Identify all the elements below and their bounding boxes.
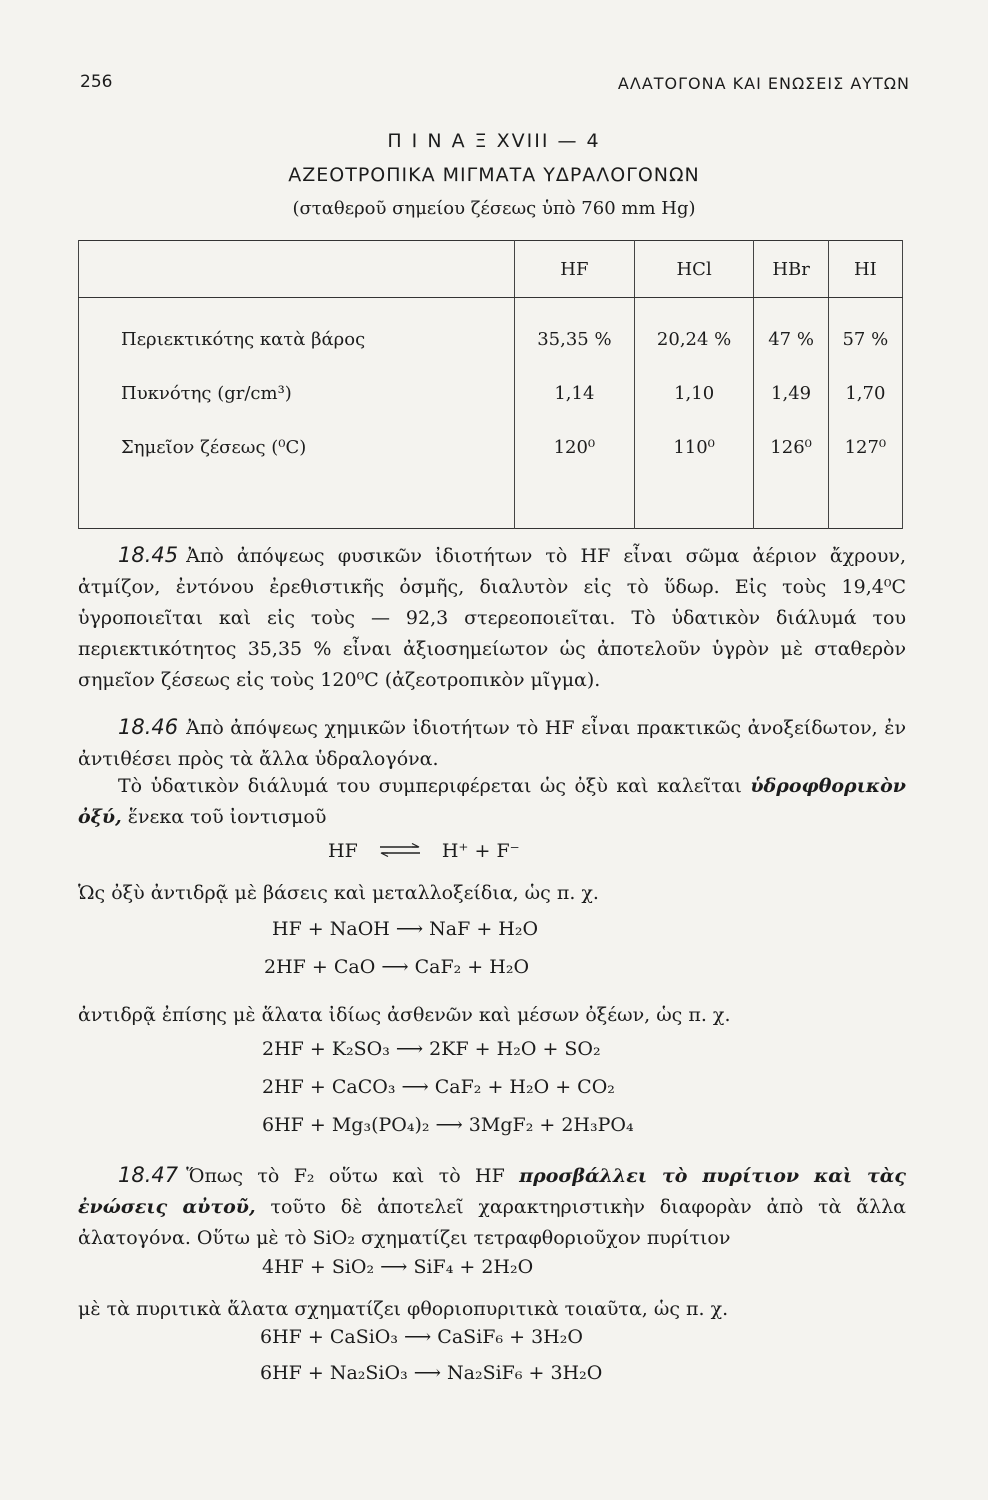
equation: 2HF + K₂SO₃ ⟶ 2KF + H₂O + SO₂ [262, 1038, 601, 1060]
table-cell: 20,24 % [634, 298, 754, 367]
col-header: HF [515, 241, 635, 298]
table-cell: 47 % [754, 298, 828, 367]
table-cell: 1,10 [634, 366, 754, 420]
term-attacks-silicon: προσβάλλει τὸ πυρίτιον καὶ τὰς ἐνώσεις αὐτοῦ, [78, 1165, 906, 1218]
eq-right: H⁺ + F⁻ [441, 840, 520, 862]
eq-left: HF [328, 840, 358, 862]
section-text: ἀντιδρᾷ ἐπίσης μὲ ἅλατα ἰδίως ἀσθενῶν καὶ μέσων ὀξέων, ὡς π. χ. [78, 1004, 731, 1026]
equation: 2HF + CaO ⟶ CaF₂ + H₂O [264, 956, 530, 978]
table-corner [79, 241, 515, 298]
section-18-46-para4 [78, 1000, 906, 1031]
section-number: 18.45 [118, 543, 179, 567]
col-header: HI [828, 241, 902, 298]
table-cell: 110⁰ [634, 420, 754, 474]
table-cell: 127⁰ [828, 420, 902, 474]
section-18-45 [78, 540, 906, 696]
section-text: Τὸ ὑδατικὸν διάλυμά του συμπεριφέρεται ὡς ὀξὺ καὶ καλεῖται [118, 775, 742, 797]
equation: 6HF + Na₂SiO₃ ⟶ Na₂SiF₆ + 3H₂O [260, 1362, 603, 1384]
section-18-46-para2 [78, 771, 906, 833]
table-row [79, 420, 903, 474]
running-title: ΑΛΑΤΟΓΟΝΑ ΚΑΙ ΕΝΩΣΕΙΣ ΑΥΤΩΝ [617, 74, 910, 93]
azeotrope-table [78, 240, 903, 529]
table-caption-title: Π Ι Ν Α Ξ XVIII — 4 [387, 130, 601, 152]
section-18-47 [78, 1160, 906, 1254]
row-label: Σημεῖον ζέσεως (⁰C) [79, 420, 515, 474]
section-text: Ὅπως τὸ F₂ οὕτω καὶ τὸ HF [186, 1165, 505, 1187]
table-cell: 1,49 [754, 366, 828, 420]
equation: 6HF + Mg₃(PO₄)₂ ⟶ 3MgF₂ + 2H₃PO₄ [262, 1114, 634, 1136]
equilibrium-arrow-icon [378, 843, 422, 857]
table-cell: 120⁰ [515, 420, 635, 474]
table-cell: 1,14 [515, 366, 635, 420]
col-header: HBr [754, 241, 828, 298]
equation: 4HF + SiO₂ ⟶ SiF₄ + 2H₂O [262, 1256, 534, 1278]
table-header-row [79, 241, 903, 298]
table-caption-subtitle: ΑΖΕΟΤΡΟΠΙΚΑ ΜΙΓΜΑΤΑ ΥΔΡΑΛΟΓΟΝΩΝ [288, 164, 700, 186]
table-row [79, 366, 903, 420]
section-number: 18.46 [118, 715, 179, 739]
term-hydrofluoric-acid: ὑδροφθορικὸν ὀξύ, [78, 775, 906, 828]
section-18-46-para3 [78, 878, 906, 909]
page-number: 256 [80, 72, 113, 92]
table-caption-conditions: (σταθεροῦ σημείου ζέσεως ὑπὸ 760 mm Hg) [292, 198, 696, 219]
section-text: Ἀπὸ ἀπόψεως φυσικῶν ἰδιοτήτων τὸ HF εἶναι σῶμα ἀέριον ἄχρουν, ἀτμίζον, ἐντόνου ἐρεθιστικῆς ὀσμῆς, διαλυτὸν εἰς τὸ ὕδωρ. Εἰς τοὺς 19,4⁰C ὑγροποιεῖται καὶ εἰς τοὺς — 92,3 στερεοποιεῖται. Τὸ ὑδατικὸν διάλυμά του περιεκτικότητος 35,35 % εἶναι ἀξιοσημείωτον ὡς ἀποτελοῦν ὑγρὸν μὲ σταθερὸν σημεῖον ζέσεως εἰς τοὺς 120⁰C (ἀζεοτροπικὸν μῖγμα). [78, 545, 906, 691]
equation: HF + NaOH ⟶ NaF + H₂O [272, 918, 539, 940]
table-spacer-row [79, 474, 903, 529]
section-text: μὲ τὰ πυριτικὰ ἅλατα σχηματίζει φθοριοπυριτικὰ τοιαῦτα, ὡς π. χ. [78, 1298, 729, 1320]
table-row [79, 298, 903, 367]
table-cell: 126⁰ [754, 420, 828, 474]
section-number: 18.47 [118, 1163, 179, 1187]
row-label: Πυκνότης (gr/cm³) [79, 366, 515, 420]
section-18-47-para2 [78, 1294, 906, 1325]
section-text: ἕνεκα τοῦ ἰοντισμοῦ [127, 806, 327, 828]
row-label: Περιεκτικότης κατὰ βάρος [79, 298, 515, 367]
table-cell: 57 % [828, 298, 902, 367]
col-header: HCl [634, 241, 754, 298]
table-cell: 35,35 % [515, 298, 635, 367]
section-text: Ἀπὸ ἀπόψεως χημικῶν ἰδιοτήτων τὸ HF εἶναι πρακτικῶς ἀνοξείδωτον, ἐν ἀντιθέσει πρὸς τὰ ἄλλα ὑδραλογόνα. [78, 717, 906, 770]
table-cell: 1,70 [828, 366, 902, 420]
equation: 2HF + CaCO₃ ⟶ CaF₂ + H₂O + CO₂ [262, 1076, 615, 1098]
section-text: Ὡς ὀξὺ ἀντιδρᾷ μὲ βάσεις καὶ μεταλλοξείδια, ὡς π. χ. [78, 882, 599, 904]
section-18-46 [78, 712, 906, 775]
equation: 6HF + CaSiO₃ ⟶ CaSiF₆ + 3H₂O [260, 1326, 583, 1348]
section-text: τοῦτο δὲ ἀποτελεῖ χαρακτηριστικὴν διαφορὰν ἀπὸ τὰ ἄλλα ἀλατογόνα. Οὕτω μὲ τὸ SiO₂ σχηματίζει τετραφθοριοῦχον πυρίτιον [78, 1196, 907, 1249]
equation-ionization [328, 840, 520, 862]
